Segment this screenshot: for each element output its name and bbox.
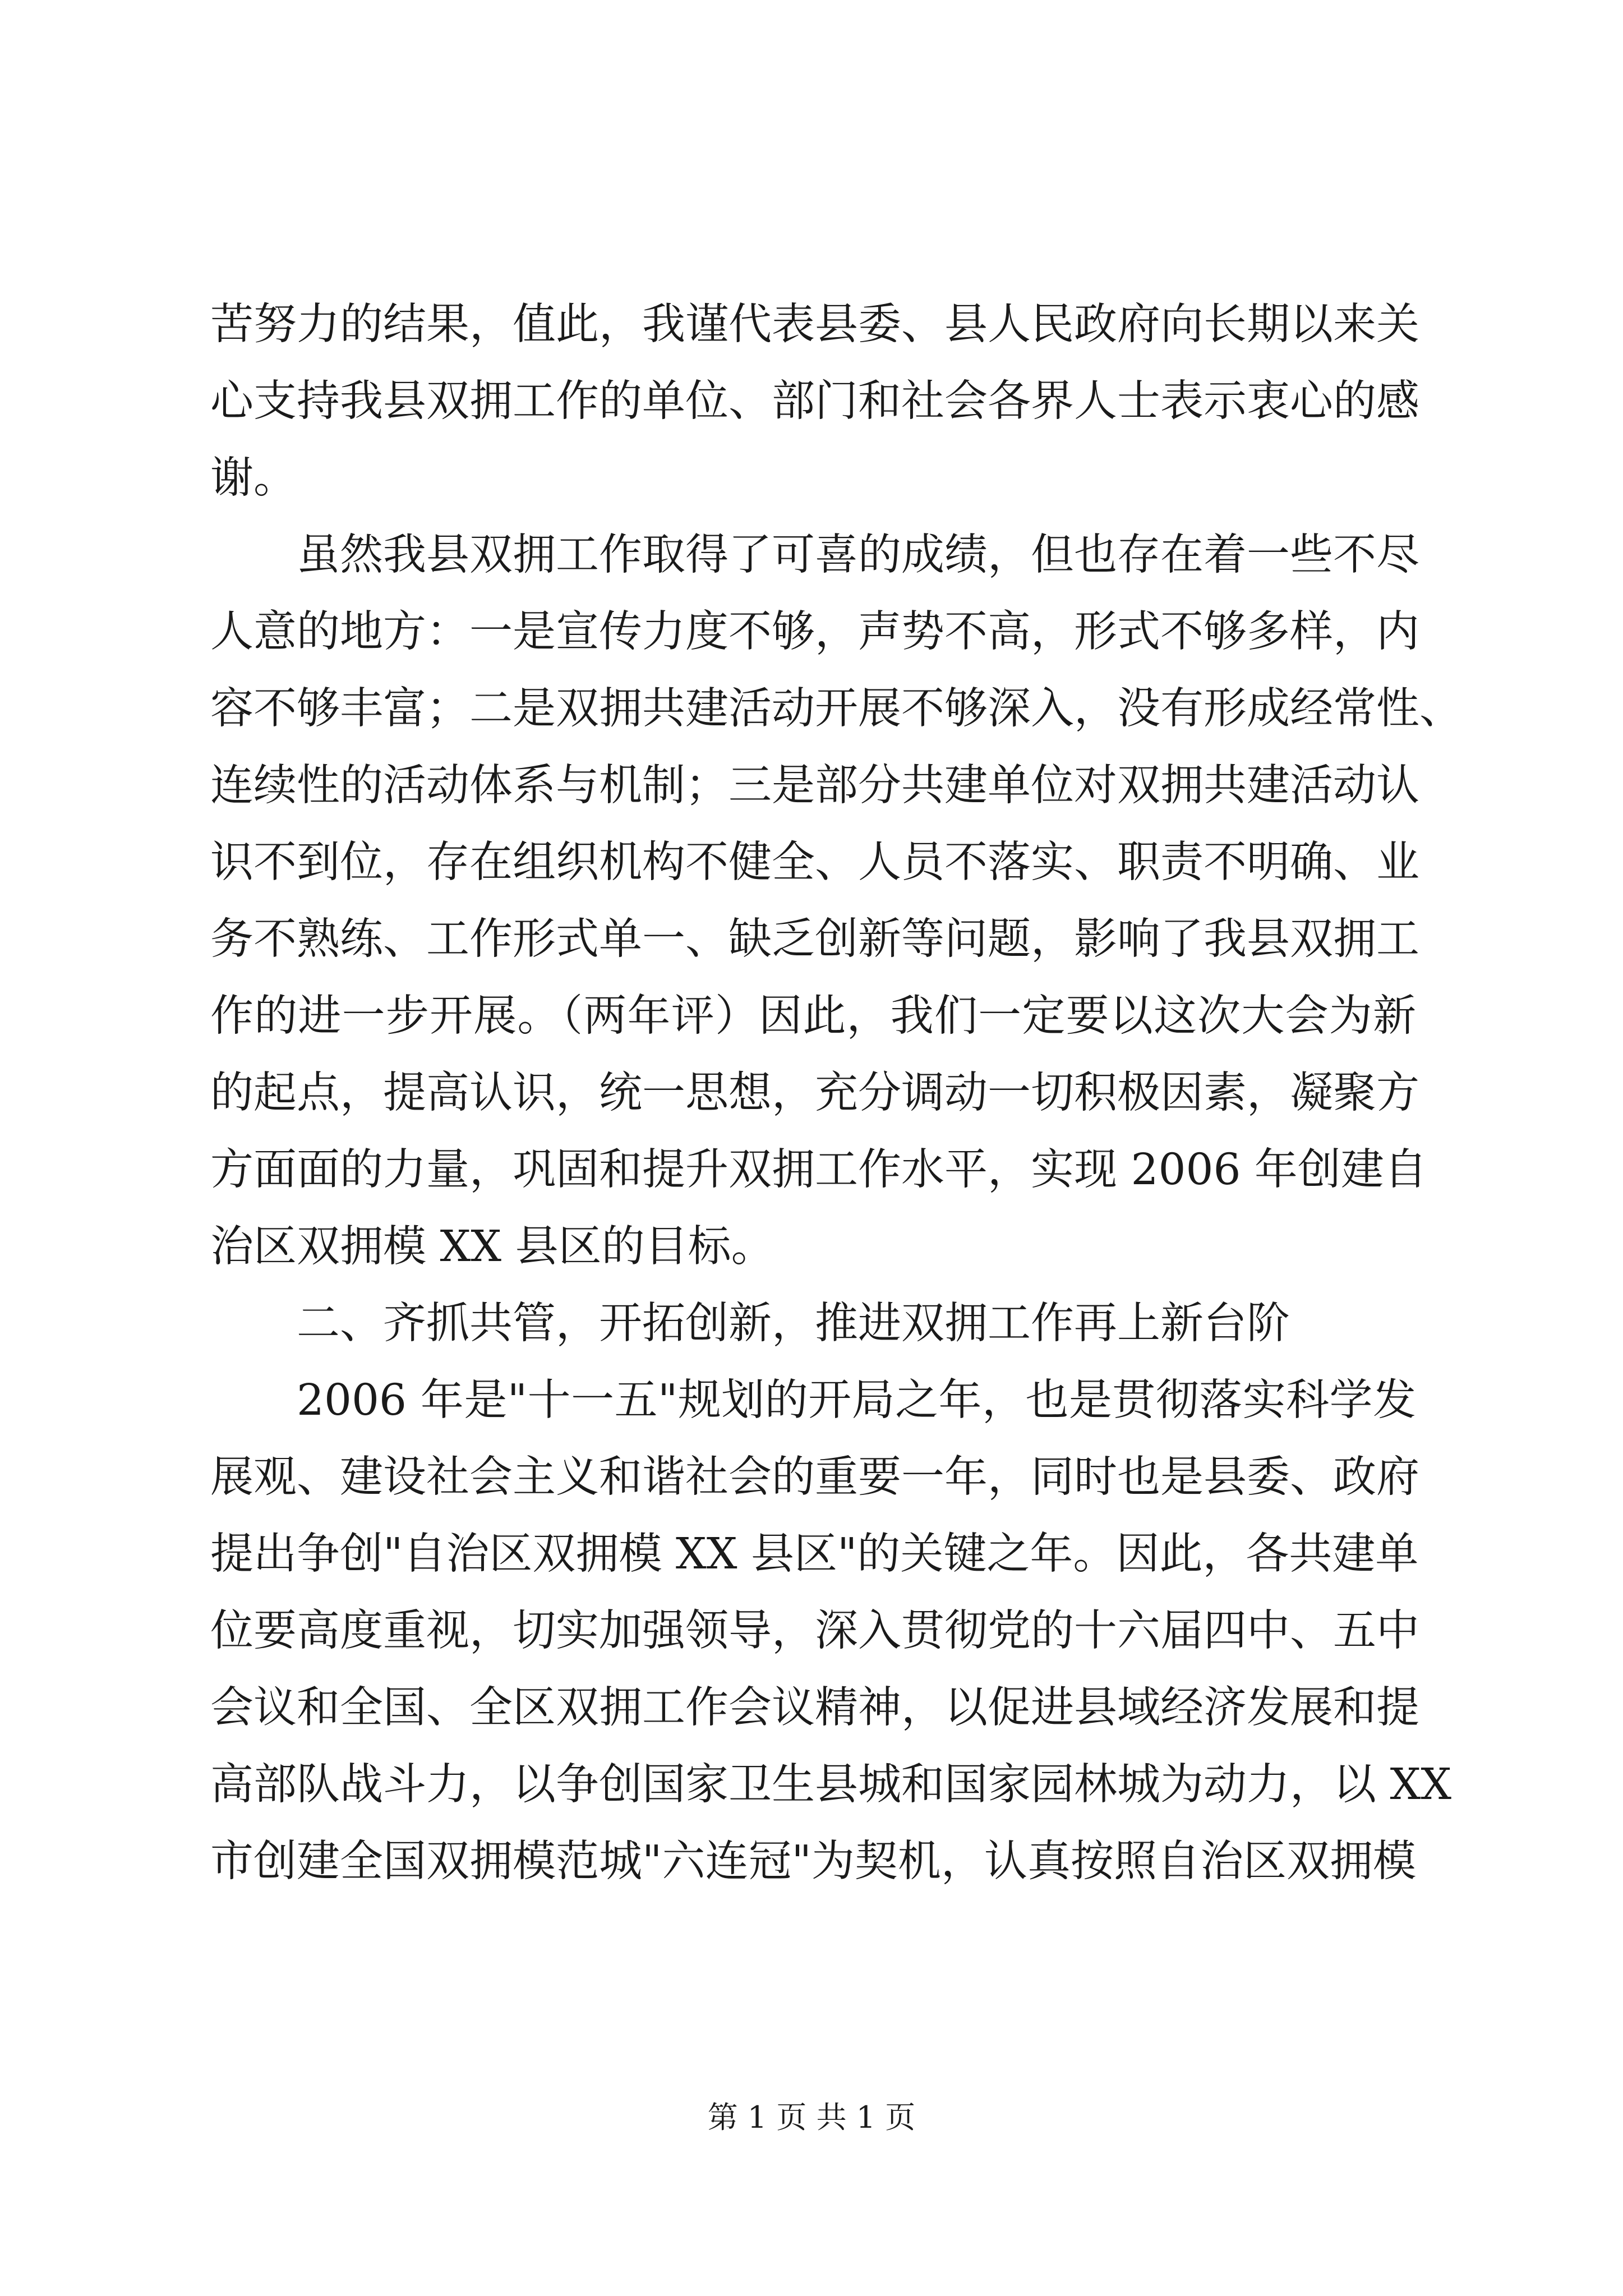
text-line: 治区双拥模 XX 县区的目标。 [210,1222,774,1272]
text-line: 心支持我县双拥工作的单位、部门和社会各界人士表示衷心的感 [210,376,1419,426]
document-body [210,286,1463,1900]
text-line: 位要高度重视，切实加强领导，深入贯彻党的十六届四中、五中 [210,1606,1419,1656]
text-line: 人意的地方：一是宣传力度不够，声势不高，形式不够多样，内 [210,607,1419,657]
text-line: 务不熟练、工作形式单一、缺乏创新等问题，影响了我县双拥工 [210,914,1419,964]
text-line: 2006 年是"十一五"规划的开局之年，也是贯彻落实科学发 [297,1375,1416,1425]
page-footer: 第 1 页 共 1 页 [707,2100,916,2135]
text-line: 作的进一步开展。（两年评）因此，我们一定要以这次大会为新 [210,991,1416,1041]
text-line: 连续性的活动体系与机制；三是部分共建单位对双拥共建活动认 [210,761,1419,811]
text-line: 市创建全国双拥模范城"六连冠"为契机，认真按照自治区双拥模 [210,1837,1416,1887]
text-line: 提出争创"自治区双拥模 XX 县区"的关键之年。因此，各共建单 [210,1529,1419,1579]
text-line: 的起点，提高认识，统一思想，充分调动一切积极因素，凝聚方 [210,1068,1419,1118]
text-line: 展观、建设社会主义和谐社会的重要一年，同时也是县委、政府 [210,1452,1419,1502]
paragraph [210,517,1463,1285]
section-heading [210,1285,1416,1362]
text-line: 苦努力的结果，值此，我谨代表县委、县人民政府向长期以来关 [210,300,1419,349]
paragraph [210,1362,1452,1900]
text-line: 方面面的力量，巩固和提升双拥工作水平，实现 2006 年创建自 [210,1145,1427,1195]
text-line: 高部队战斗力，以争创国家卫生县城和国家园林城为动力，以 XX [210,1760,1452,1810]
paragraph [210,286,1419,517]
text-line: 谢。 [210,453,297,503]
text-line: 虽然我县双拥工作取得了可喜的成绩，但也存在着一些不尽 [297,530,1419,580]
text-line: 容不够丰富；二是双拥共建活动开展不够深入，没有形成经常性、 [210,684,1463,734]
text-line: 识不到位，存在组织机构不健全、人员不落实、职责不明确、业 [210,838,1419,887]
text-line: 会议和全国、全区双拥工作会议精神，以促进县域经济发展和提 [210,1683,1419,1733]
text-line: 二、齐抓共管，开拓创新，推进双拥工作再上新台阶 [297,1299,1290,1349]
